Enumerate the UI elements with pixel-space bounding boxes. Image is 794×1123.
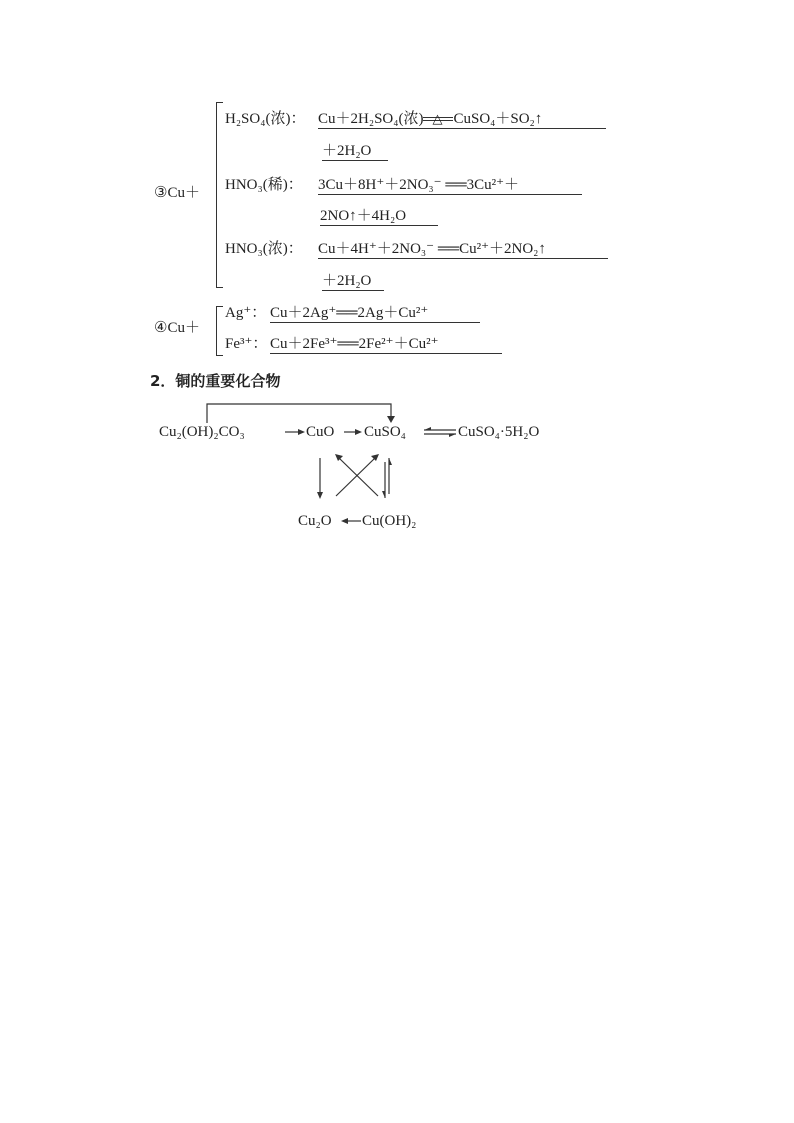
reaction3-eq-hno3-dilute-line1: 3Cu＋8H⁺＋2NO₃⁻ ══3Cu²⁺＋	[318, 176, 582, 195]
reaction3-reagent-hno3-conc: HNO₃(浓)：	[225, 241, 303, 257]
reaction3-eq-hno3-dilute-line2: 2NO↑＋4H₂O	[320, 207, 438, 226]
eq-h2so4-left: Cu＋2H₂SO₄(浓)	[318, 111, 424, 127]
reaction4-eq-fe: Cu＋2Fe³⁺══2Fe²⁺＋Cu²⁺	[270, 335, 502, 354]
eq-h2so4-right: CuSO₄＋SO₂↑	[453, 111, 543, 127]
node-basic-copper-carbonate: Cu₂(OH)₂CO₃	[159, 424, 245, 440]
reaction3-reagent-h2so4: H₂SO₄(浓)：	[225, 111, 306, 127]
arrow-carbonate-to-cuso4	[207, 404, 395, 423]
arrow-cuo-to-cuso4	[344, 429, 362, 435]
reaction4-reagent-ag: Ag⁺：	[225, 305, 267, 321]
reaction4-reagent-fe: Fe³⁺：	[225, 336, 268, 352]
arrow-cuoh2-to-cu2o	[341, 518, 361, 524]
reaction4-prefix: ④Cu＋	[154, 320, 200, 336]
reaction3-eq-h2so4-line2: ＋2H₂O	[322, 142, 388, 161]
arrow-cuoh2-to-cuo	[335, 454, 378, 496]
node-cuso4: CuSO₄	[364, 424, 406, 440]
heating-condition-icon: △	[432, 111, 443, 126]
reaction3-reagent-hno3-dilute: HNO₃(稀)：	[225, 177, 303, 193]
reaction3-prefix: ③Cu＋	[154, 185, 200, 201]
arrow-cuso4-cuoh2-pair	[382, 458, 392, 498]
node-cu2o: Cu₂O	[298, 513, 332, 529]
arrow-carbonate-to-cuo	[285, 429, 305, 435]
arrow-cu2o-to-cuso4	[336, 454, 379, 496]
section-heading: 2．铜的重要化合物	[150, 372, 281, 390]
node-cuoh2: Cu(OH)₂	[362, 513, 417, 529]
reaction3-eq-hno3-conc-line2: ＋2H₂O	[322, 272, 384, 291]
reaction4-eq-ag: Cu＋2Ag⁺══2Ag＋Cu²⁺	[270, 304, 480, 323]
node-cuo: CuO	[306, 424, 335, 440]
reaction3-eq-hno3-conc-line1: Cu＋4H⁺＋2NO₃⁻ ══Cu²⁺＋2NO₂↑	[318, 240, 608, 259]
equilibrium-arrow	[424, 427, 456, 437]
arrow-cuo-to-cu2o	[317, 458, 323, 499]
node-cuso4-pentahydrate: CuSO₄·5H₂O	[458, 424, 540, 440]
